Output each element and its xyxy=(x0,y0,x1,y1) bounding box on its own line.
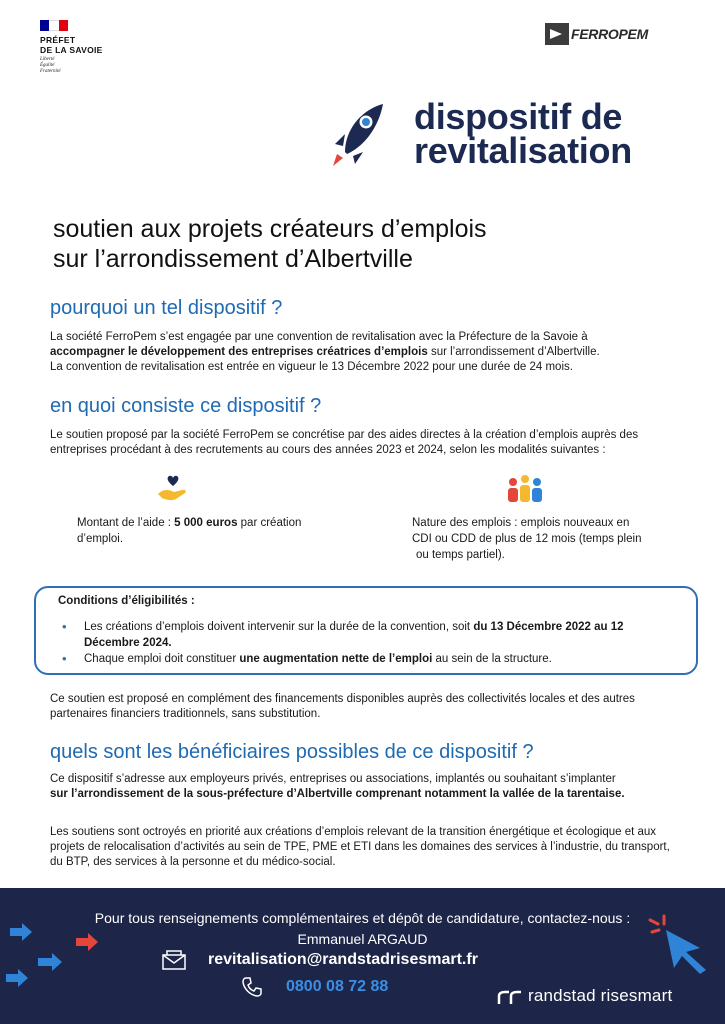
prefet-line2: DE LA SAVOIE xyxy=(40,45,103,55)
section2-heading: en quoi consiste ce dispositif ? xyxy=(50,395,322,417)
randstad-logo-icon xyxy=(497,988,523,1006)
section3-paragraph2: Les soutiens sont octroyés en priorité aux créations d’emplois relevant de la transition énergétique et écologique et aux projets de relocalisation d’activités au sein de TPE, PME et ETI dans les domaines des services à l’industrie, du transport, du BTP, des services à la personne et du médico-social. xyxy=(50,826,670,868)
contact-name: Emmanuel ARGAUD xyxy=(297,931,428,947)
list-item: • Chaque emploi doit constituer une augmentation nette de l’emploi au sein de la structure. xyxy=(60,651,680,667)
section3-heading: quels sont les bénéficiaires possibles de ce dispositif ? xyxy=(50,741,534,763)
section2-paragraph: Le soutien proposé par la société FerroPem se concrétise par des aides directes à la création d’emplois auprès des entreprises procédant à des recrutements au cours des années 2023 et 2024, selon les modalités suivantes : xyxy=(50,429,639,456)
page-title: dispositif de revitalisation xyxy=(414,96,632,171)
team-people-icon xyxy=(505,474,545,506)
ferropem-logo-text: FERROPEM xyxy=(571,26,648,42)
complement-paragraph: Ce soutien est proposé en complément des financements disponibles auprès des collectivités locales et des autres partenaires financiers traditionnels, sans substitution. xyxy=(50,693,635,720)
conditions-list xyxy=(60,619,680,667)
marianne-flag-icon xyxy=(40,20,68,31)
hand-heart-icon xyxy=(156,472,190,504)
section3-paragraph1: Ce dispositif s’adresse aux employeurs privés, entreprises ou associations, implantés ou souhaitant s’implanter sur l’arrondissement de la sous-préfecture d’Albertville comprenant notamment la vallée de la tarentaise. xyxy=(50,773,625,800)
section1-paragraph: La société FerroPem s’est engagée par une convention de revitalisation avec la Préfecture de la Savoie à accompagner le développement des entreprises créatrices d’emplois sur l’arrondissement d’Albertville. La convention de revitalisation est entrée en vigueur le 13 Décembre 2022 pour une durée de 24 mois. xyxy=(50,331,600,373)
feature-aid-amount: Montant de l’aide : 5 000 euros par création d’emploi. xyxy=(77,517,302,545)
feature-job-nature: Nature des emplois : emplois nouveaux en CDI ou CDD de plus de 12 mois (temps plein ou temps partiel). xyxy=(412,517,642,561)
contact-line: Pour tous renseignements complémentaires et dépôt de candidature, contactez-nous : xyxy=(94,910,631,926)
page-subtitle: soutien aux projets créateurs d’emplois sur l’arrondissement d’Albertville xyxy=(53,215,487,273)
contact-phone-link[interactable]: 0800 08 72 88 xyxy=(286,978,389,995)
contact-email-link[interactable]: revitalisation@randstadrisesmart.fr xyxy=(208,951,478,968)
envelope-icon xyxy=(161,949,187,971)
section1-heading: pourquoi un tel dispositif ? xyxy=(50,297,283,319)
list-item: • Les créations d’emplois doivent intervenir sur la durée de la convention, soit du 13 Décembre 2022 au 12 Décembre 2024. xyxy=(60,619,680,651)
prefet-line1: PRÉFET xyxy=(40,35,76,45)
republic-motto: Liberté Égalité Fraternité xyxy=(40,57,61,74)
conditions-title: Conditions d’éligibilités : xyxy=(58,595,195,607)
randstad-brand-text: randstad risesmart xyxy=(528,986,673,1005)
rocket-icon xyxy=(325,100,387,170)
ferropem-logo xyxy=(545,23,648,45)
ferropem-logo-icon xyxy=(545,23,569,45)
prefet-logo xyxy=(40,20,130,75)
phone-icon xyxy=(241,976,263,998)
